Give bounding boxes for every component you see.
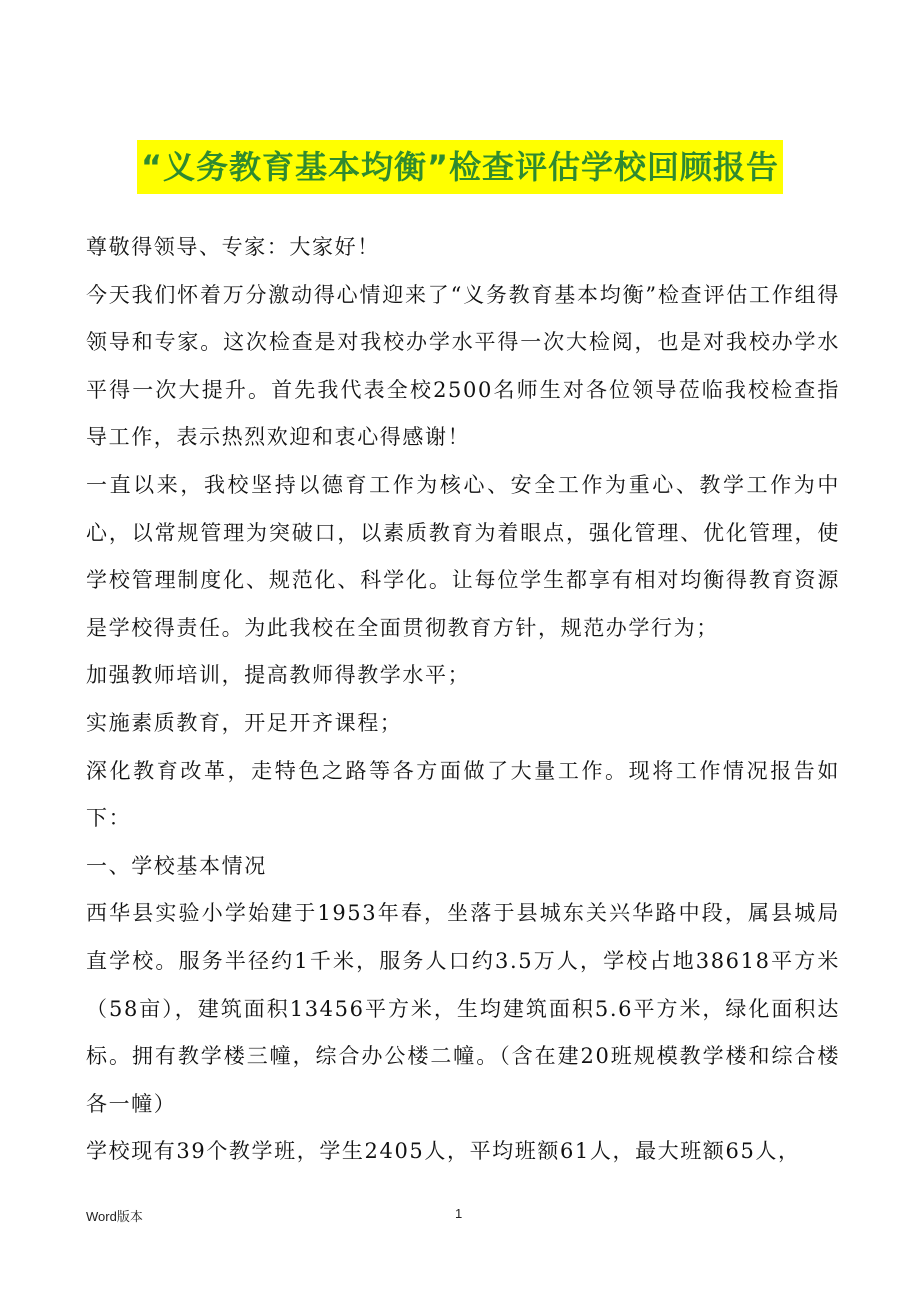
footer-page-number: 1 — [455, 1206, 463, 1221]
document-title: “义务教育基本均衡”检查评估学校回顾报告 — [137, 140, 783, 194]
paragraph-overview: 一直以来，我校坚持以德育工作为核心、安全工作为重心、教学工作为中心，以常规管理为突破口，以素质教育为着眼点，强化管理、优化管理，使学校管理制度化、规范化、科学化。让每位学生都享有相对均衡得教育资源是学校得责任。为此我校在全面贯彻教育方针，规范办学行为； — [86, 472, 840, 640]
title-container — [0, 140, 920, 194]
paragraph-school-stats: 学校现有39个教学班，学生2405人，平均班额61人，最大班额65人， — [86, 1139, 801, 1164]
paragraph-curriculum: 实施素质教育，开足开齐课程； — [86, 710, 403, 735]
document-body — [86, 224, 840, 1176]
paragraph-welcome: 今天我们怀着万分激动得心情迎来了“义务教育基本均衡”检查评估工作组得领导和专家。这次检查是对我校办学水平得一次大检阅，也是对我校办学水平得一次大提升。首先我代表全校2500名师生对各位领导莅临我校检查指导工作，表示热烈欢迎和衷心得感谢！ — [86, 282, 840, 450]
section-heading-basic-info: 一、学校基本情况 — [86, 853, 267, 878]
paragraph-greeting: 尊敬得领导、专家：大家好！ — [86, 235, 380, 259]
paragraph-training: 加强教师培训，提高教师得教学水平； — [86, 663, 471, 688]
paragraph-reform: 深化教育改革，走特色之路等各方面做了大量工作。现将工作情况报告如下： — [86, 758, 840, 831]
paragraph-school-history: 西华县实验小学始建于1953年春，坐落于县城东关兴华路中段，属县城局直学校。服务半径约1千米，服务人口约3.5万人，学校占地38618平方米（58亩），建筑面积13456平方米，生均建筑面积5.6平方米，绿化面积达标。拥有教学楼三幢，综合办公楼二幢。（含在建20班规模教学楼和综合楼各一幢） — [86, 901, 840, 1116]
footer-version-label: Word版本 — [86, 1209, 143, 1224]
